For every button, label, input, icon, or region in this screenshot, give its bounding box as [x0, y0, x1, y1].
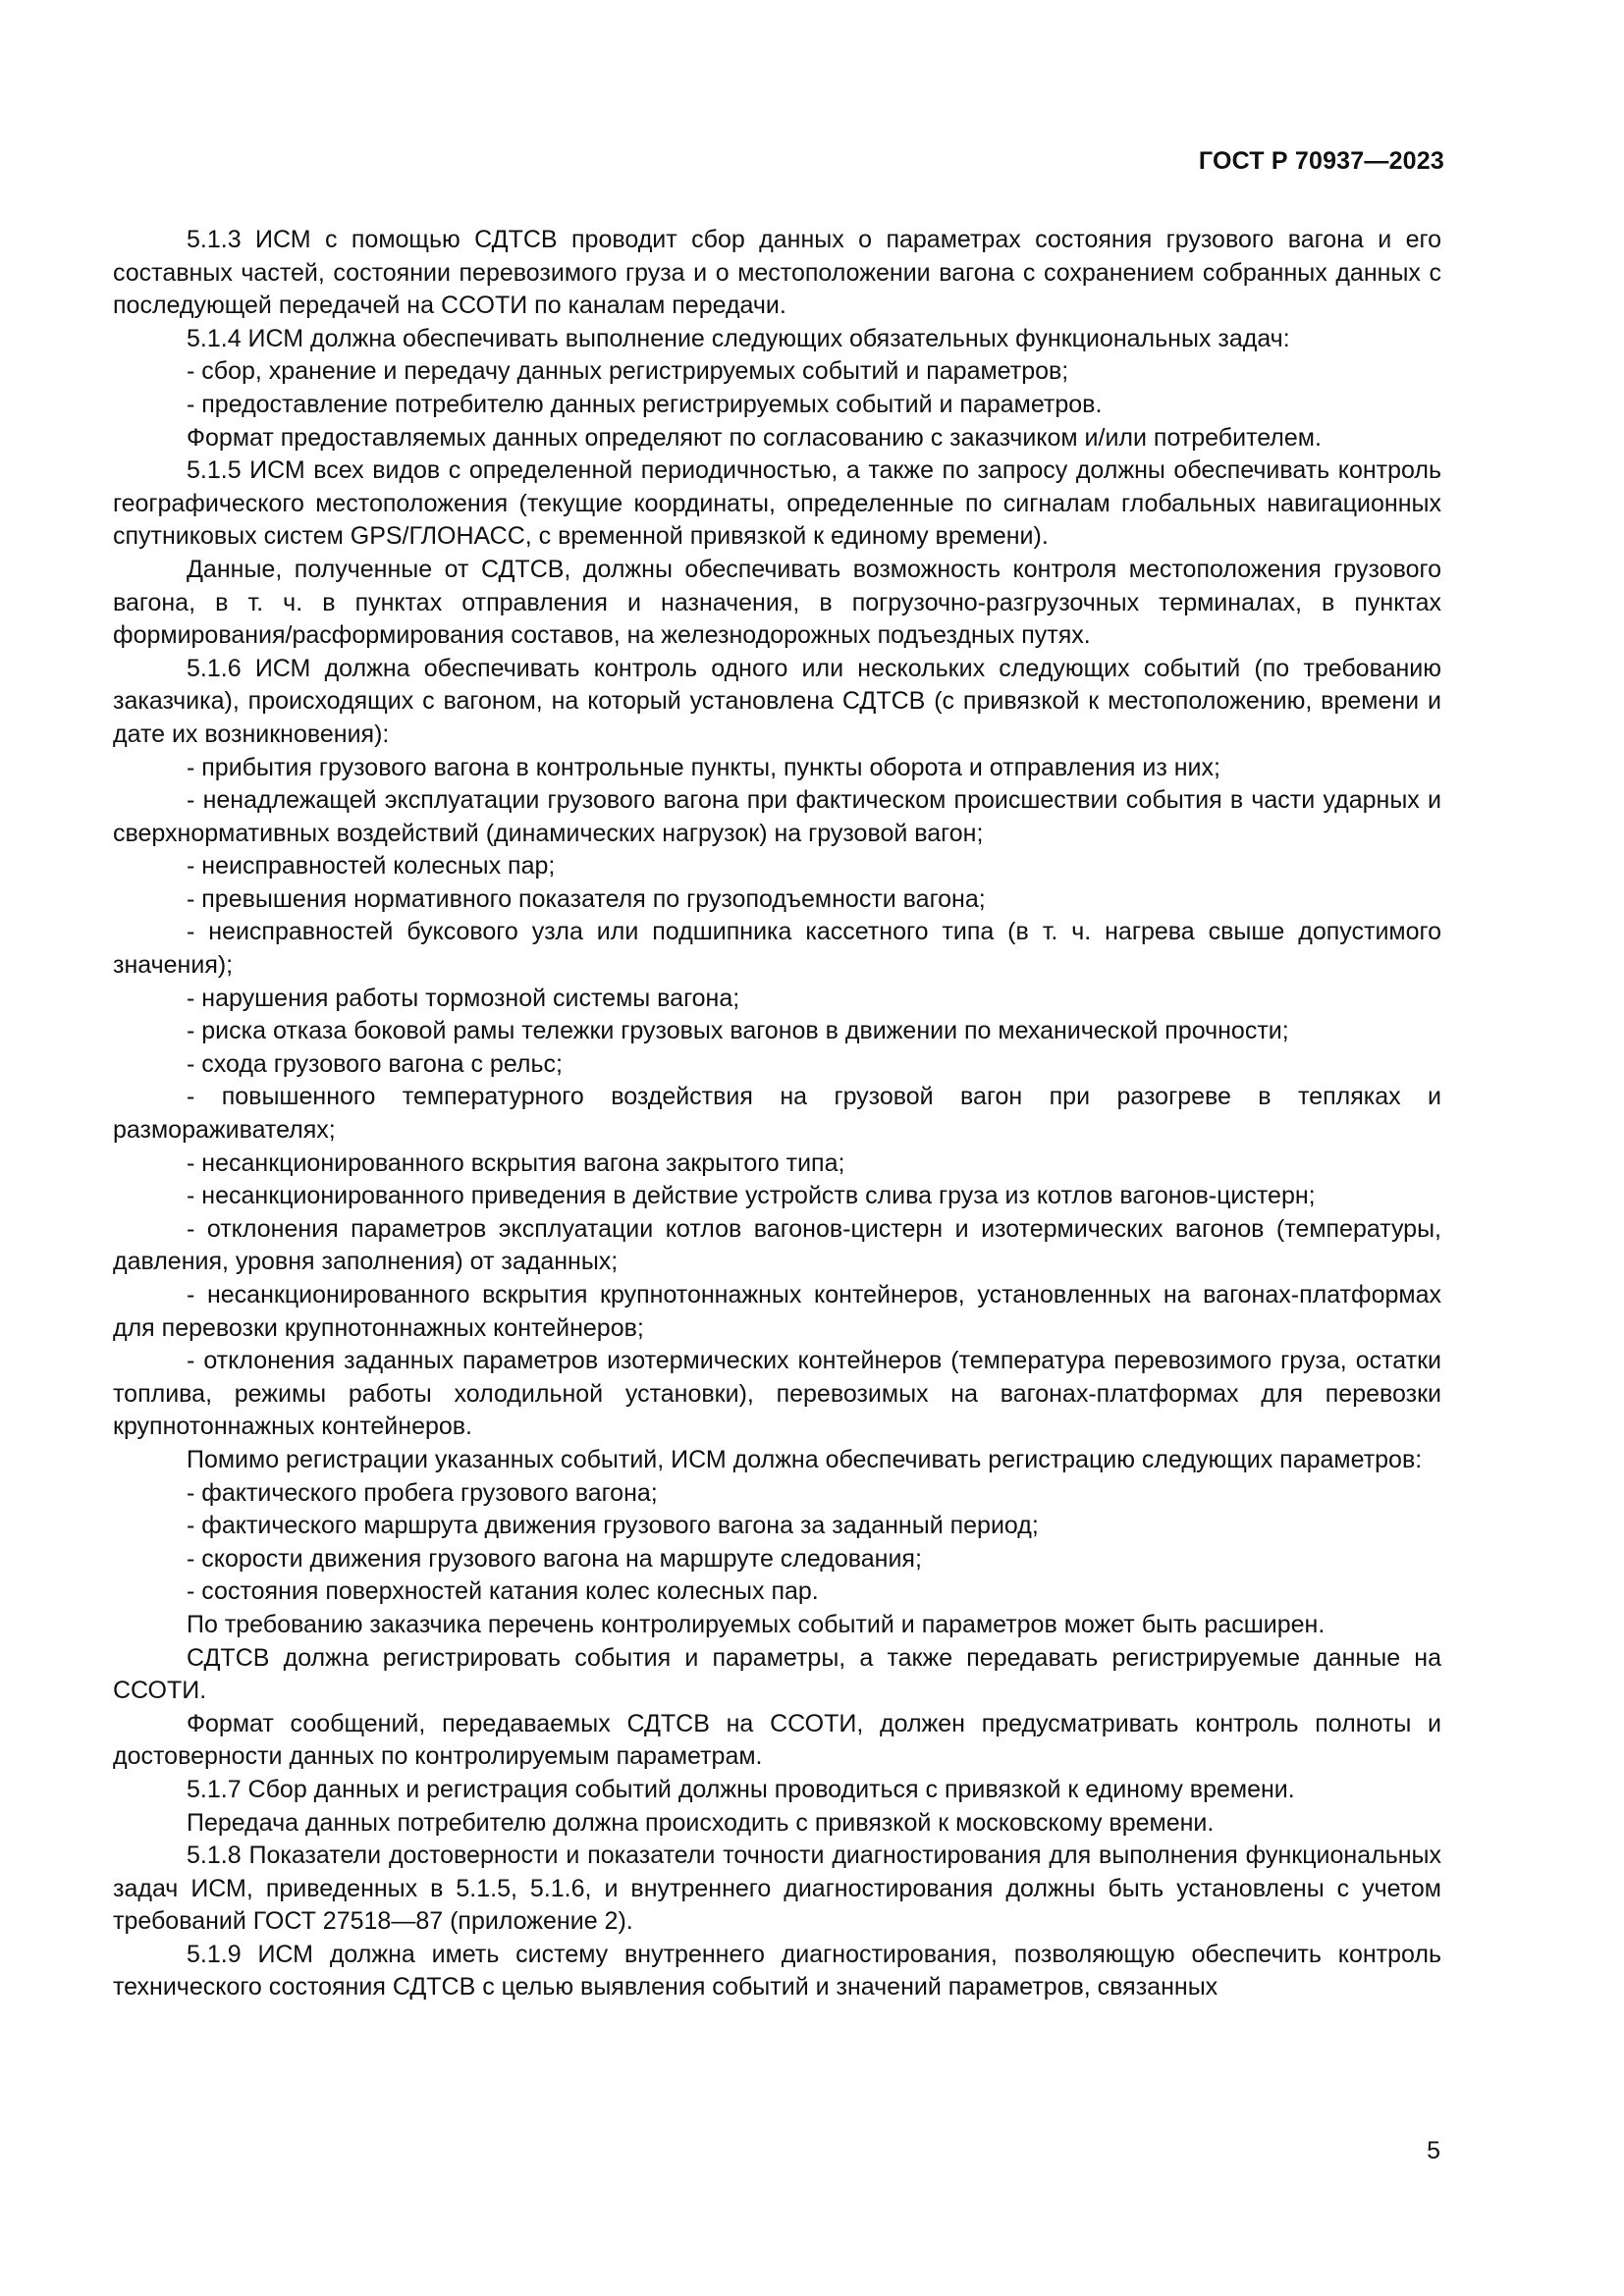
paragraph: - фактического пробега грузового вагона;: [187, 1478, 658, 1507]
paragraph: Передача данных потребителю должна происходить с привязкой к московскому времени.: [187, 1808, 1215, 1837]
paragraph: - несанкционированного вскрытия крупнотоннажных контейнеров, установленных на вагонах-платформах для перевозки крупнотоннажных контейнеров;: [113, 1281, 1441, 1342]
paragraph: 5.1.9 ИСМ должна иметь систему внутреннего диагностирования, позволяющую обеспечить контроль технического состояния СДТСВ с целью выявления событий и значений параметров, связанных: [113, 1940, 1441, 2002]
paragraph: 5.1.5 ИСМ всех видов с определенной периодичностью, а также по запросу должны обеспечивать контроль географического местоположения (текущие координаты, определенные по сигналам глобальных навигационных спутниковых систем GPS/ГЛОНАСС, с временной привязкой к единому времени).: [113, 456, 1441, 551]
paragraph: - предоставление потребителю данных регистрируемых событий и параметров.: [187, 390, 1103, 418]
paragraph: - состояния поверхностей катания колес колесных пар.: [187, 1577, 819, 1606]
paragraph: - отклонения заданных параметров изотермических контейнеров (температура перевозимого груза, остатки топлива, режимы работы холодильной установки), перевозимых на вагонах-платформах для перевозки крупнотоннажных контейнеров.: [113, 1347, 1441, 1441]
paragraph: Данные, полученные от СДТСВ, должны обеспечивать возможность контроля местоположения грузового вагона, в т. ч. в пунктах отправления и назначения, в погрузочно-разгрузочных терминалах, в пунктах формирования/расформирования составов, на железнодорожных подъездных путях.: [113, 555, 1441, 650]
paragraph: Формат сообщений, передаваемых СДТСВ на ССОТИ, должен предусматривать контроль полноты и достоверности данных по контролируемым параметрам.: [113, 1709, 1441, 1771]
document-body: [113, 224, 1441, 2004]
paragraph: 5.1.4 ИСМ должна обеспечивать выполнение следующих обязательных функциональных задач:: [187, 324, 1290, 352]
paragraph: 5.1.3 ИСМ с помощью СДТСВ проводит сбор данных о параметрах состояния грузового вагона и его составных частей, состоянии перевозимого груза и о местоположении вагона с сохранением собранных данных с последующей передачей на ССОТИ по каналам передачи.: [113, 226, 1441, 320]
paragraph: - фактического маршрута движения грузового вагона за заданный период;: [187, 1512, 1039, 1540]
paragraph: СДТСВ должна регистрировать события и параметры, а также передавать регистрируемые данные на ССОТИ.: [113, 1643, 1441, 1705]
paragraph: - неисправностей колесных пар;: [187, 852, 556, 881]
page-number: 5: [1427, 2137, 1440, 2164]
paragraph: - схода грузового вагона с рельс;: [187, 1049, 563, 1078]
paragraph: - превышения нормативного показателя по грузоподъемности вагона;: [187, 884, 986, 913]
paragraph: 5.1.8 Показатели достоверности и показатели точности диагностирования для выполнения функциональных задач ИСМ, приведенных в 5.1.5, 5.1.6, и внутреннего диагностирования должны быть установлены с учетом требований ГОСТ 27518—87 (приложение 2).: [113, 1842, 1441, 1936]
paragraph: - неисправностей буксового узла или подшипника кассетного типа (в т. ч. нагрева свыше допустимого значения);: [113, 918, 1441, 980]
paragraph: - несанкционированного приведения в действие устройств слива груза из котлов вагонов-цистерн;: [187, 1182, 1316, 1210]
paragraph: - повышенного температурного воздействия на грузовой вагон при разогреве в тепляках и размораживателях;: [113, 1083, 1441, 1145]
paragraph: - ненадлежащей эксплуатации грузового вагона при фактическом происшествии события в части ударных и сверхнормативных воздействий (динамических нагрузок) на грузовой вагон;: [113, 786, 1441, 847]
paragraph: Формат предоставляемых данных определяют по согласованию с заказчиком и/или потребителем.: [187, 423, 1322, 452]
paragraph: - сбор, хранение и передачу данных регистрируемых событий и параметров;: [187, 357, 1069, 386]
paragraph: 5.1.6 ИСМ должна обеспечивать контроль одного или нескольких следующих событий (по требованию заказчика), происходящих с вагоном, на который установлена СДТСВ (с привязкой к местоположению, времени и дате их возникновения):: [113, 654, 1441, 748]
paragraph: - скорости движения грузового вагона на маршруте следования;: [187, 1544, 922, 1573]
paragraph: - нарушения работы тормозной системы вагона;: [187, 984, 740, 1012]
paragraph: Помимо регистрации указанных событий, ИСМ должна обеспечивать регистрацию следующих параметров:: [187, 1445, 1423, 1473]
document-header-code: ГОСТ Р 70937—2023: [1198, 147, 1444, 175]
paragraph: - отклонения параметров эксплуатации котлов вагонов-цистерн и изотермических вагонов (температуры, давления, уровня заполнения) от заданных;: [113, 1214, 1441, 1276]
paragraph: - прибытия грузового вагона в контрольные пункты, пункты оборота и отправления из них;: [187, 753, 1220, 781]
paragraph: - риска отказа боковой рамы тележки грузовых вагонов в движении по механической прочности;: [187, 1017, 1289, 1045]
paragraph: - несанкционированного вскрытия вагона закрытого типа;: [187, 1148, 845, 1177]
paragraph: По требованию заказчика перечень контролируемых событий и параметров может быть расширен.: [187, 1610, 1326, 1638]
paragraph: 5.1.7 Сбор данных и регистрация событий должны проводиться с привязкой к единому времени.: [187, 1775, 1295, 1803]
